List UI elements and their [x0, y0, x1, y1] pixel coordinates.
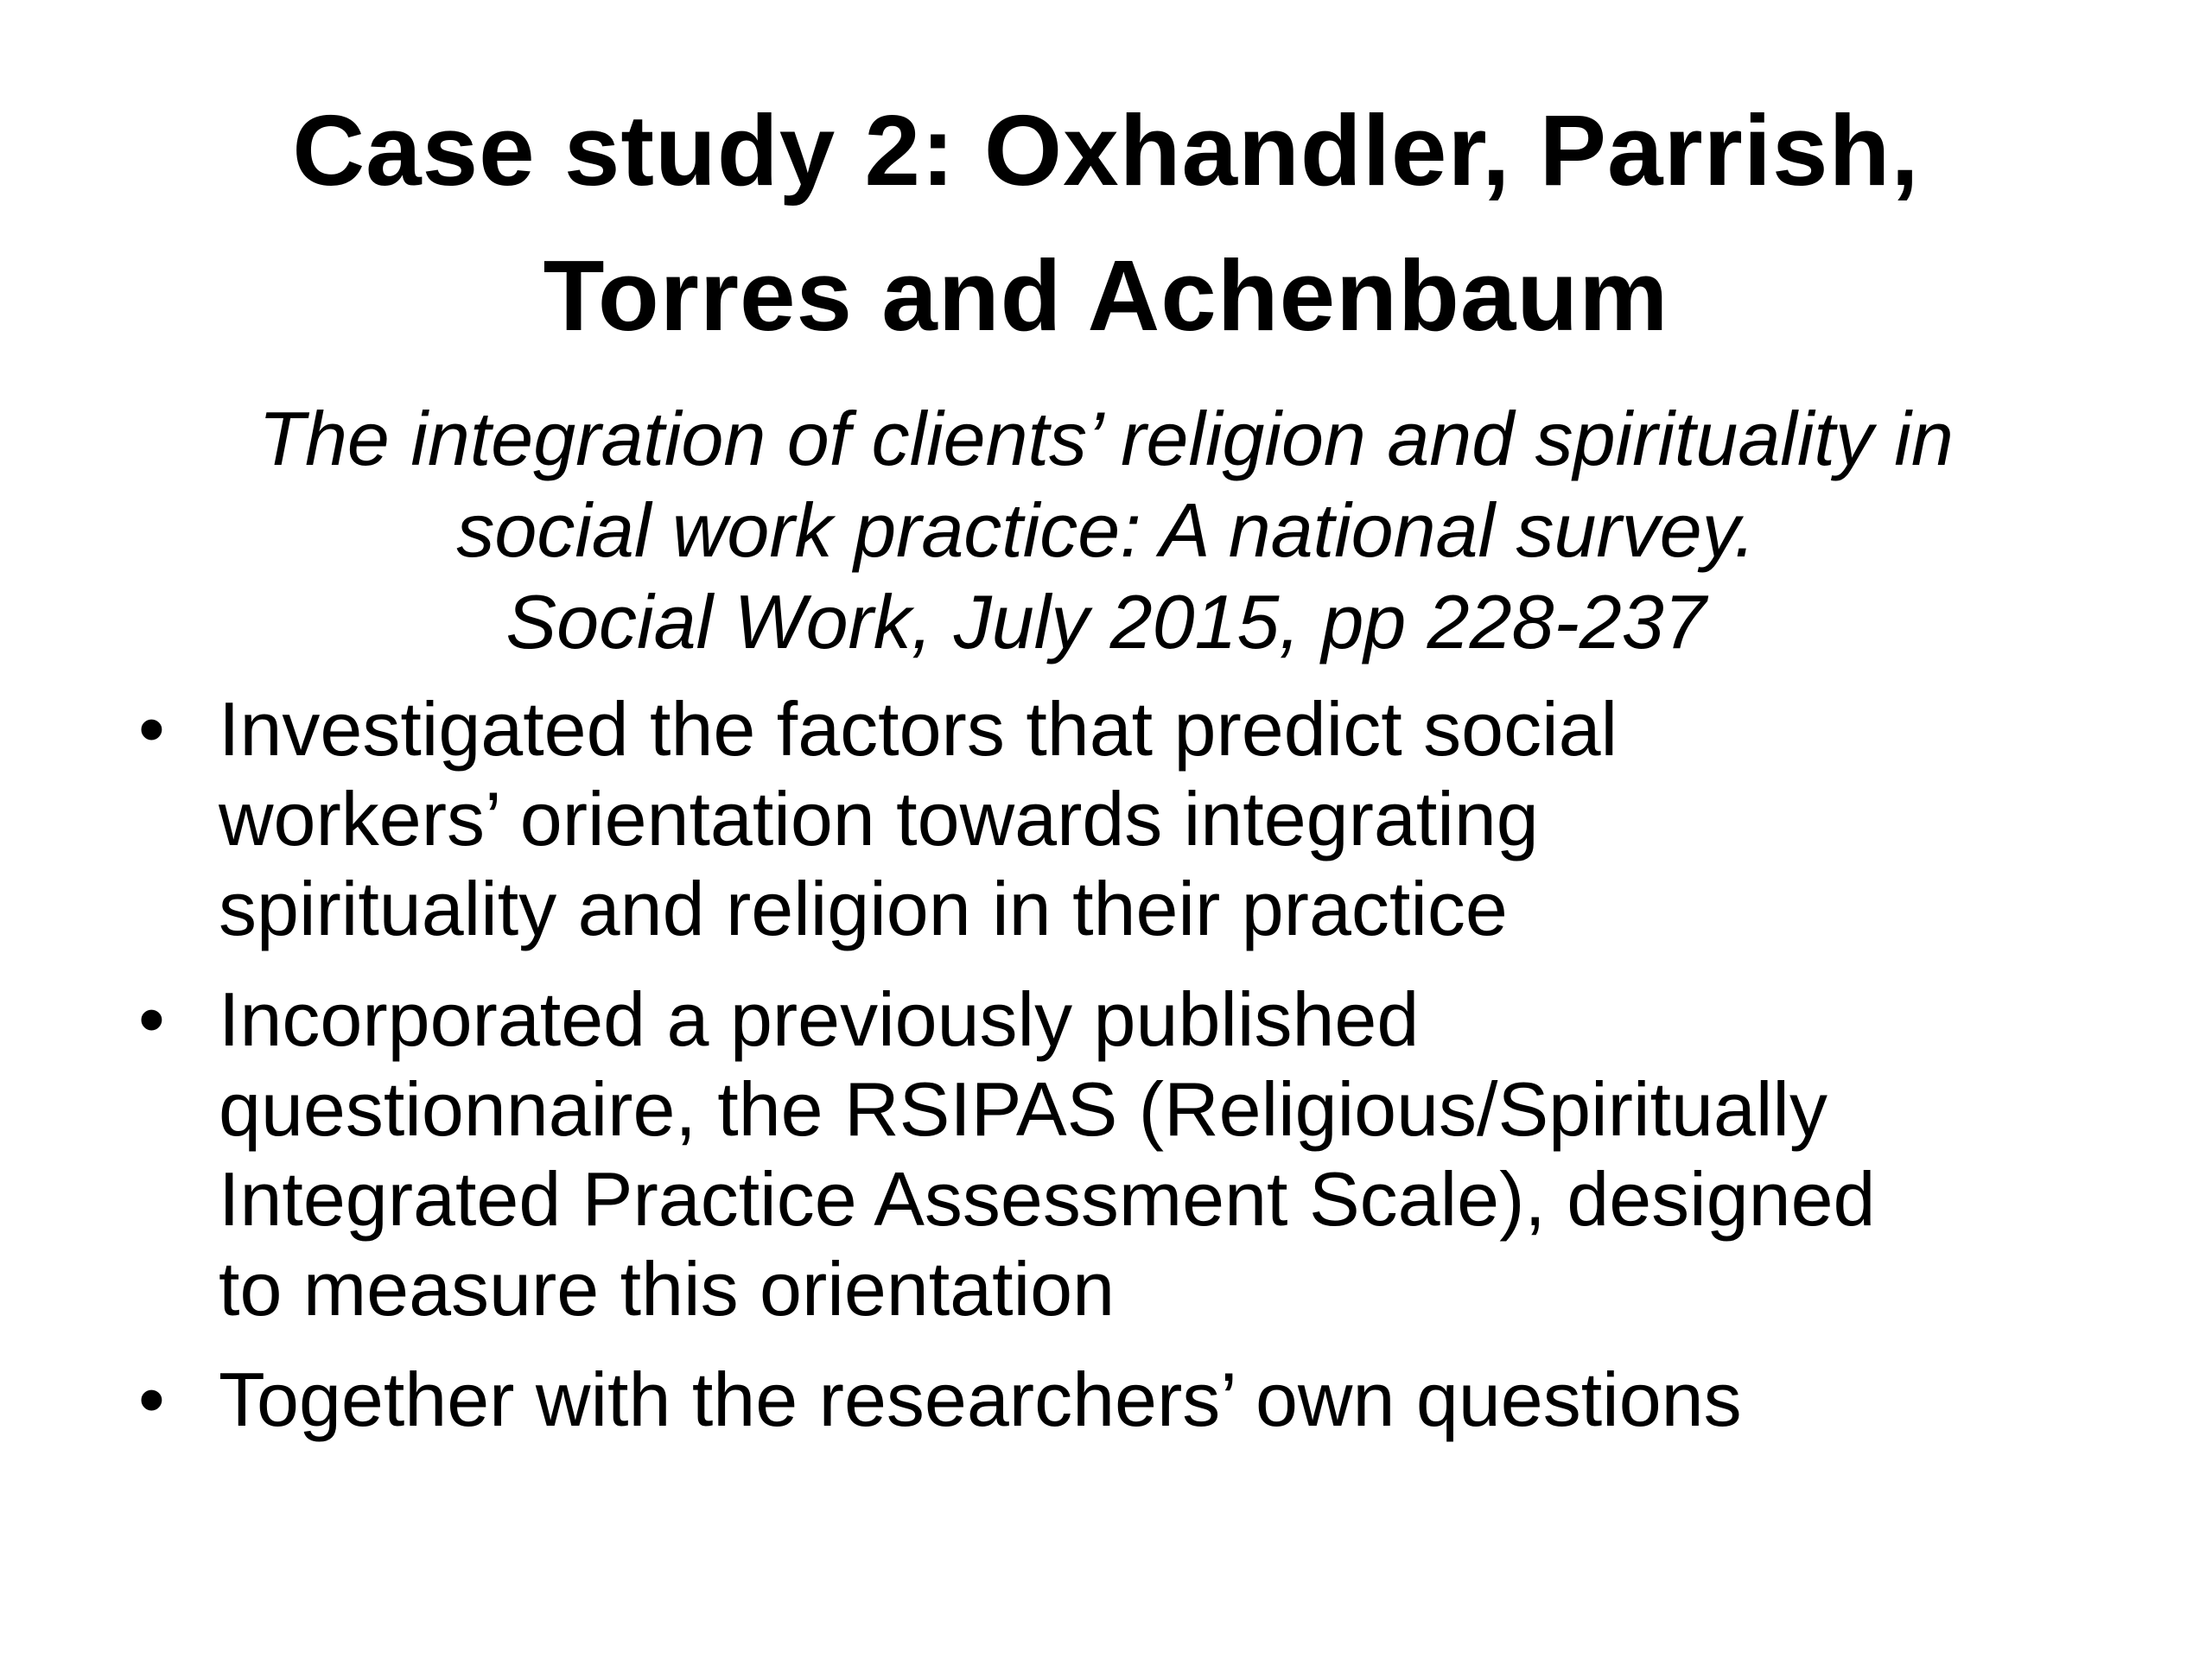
bullet-list	[130, 684, 2108, 1445]
bullet-line: workers’ orientation towards integrating	[219, 776, 1539, 861]
bullet-text	[219, 684, 2108, 954]
citation-line: Social Work, July 2015, pp 228-237	[505, 579, 1707, 664]
bullet-line: Investigated the factors that predict social	[219, 686, 1618, 772]
bullet-icon: •	[138, 976, 165, 1062]
citation	[121, 393, 2091, 668]
slide-title	[121, 78, 2091, 368]
bullet-line: questionnaire, the RSIPAS (Religious/Spiritually	[219, 1066, 1827, 1152]
citation-line: The integration of clients’ religion and spirituality in	[258, 396, 1954, 481]
bullet-item	[130, 1355, 2108, 1445]
citation-line: social work practice: A national survey.	[456, 487, 1756, 573]
bullet-line: to measure this orientation	[219, 1246, 1116, 1332]
bullet-item	[130, 684, 2108, 954]
bullet-icon: •	[138, 686, 165, 772]
bullet-line: Together with the researchers’ own questions	[219, 1357, 1742, 1442]
bullet-line: Integrated Practice Assessment Scale), designed	[219, 1156, 1876, 1242]
bullet-line: spirituality and religion in their practice	[219, 866, 1508, 951]
bullet-line: Incorporated a previously published	[219, 976, 1420, 1062]
bullet-icon: •	[138, 1357, 165, 1442]
slide-title-line: Case study 2: Oxhandler, Parrish,	[292, 94, 1920, 207]
bullet-text	[219, 975, 2108, 1334]
bullet-text	[219, 1355, 2108, 1445]
slide-title-line: Torres and Achenbaum	[543, 239, 1669, 352]
bullet-item	[130, 975, 2108, 1334]
